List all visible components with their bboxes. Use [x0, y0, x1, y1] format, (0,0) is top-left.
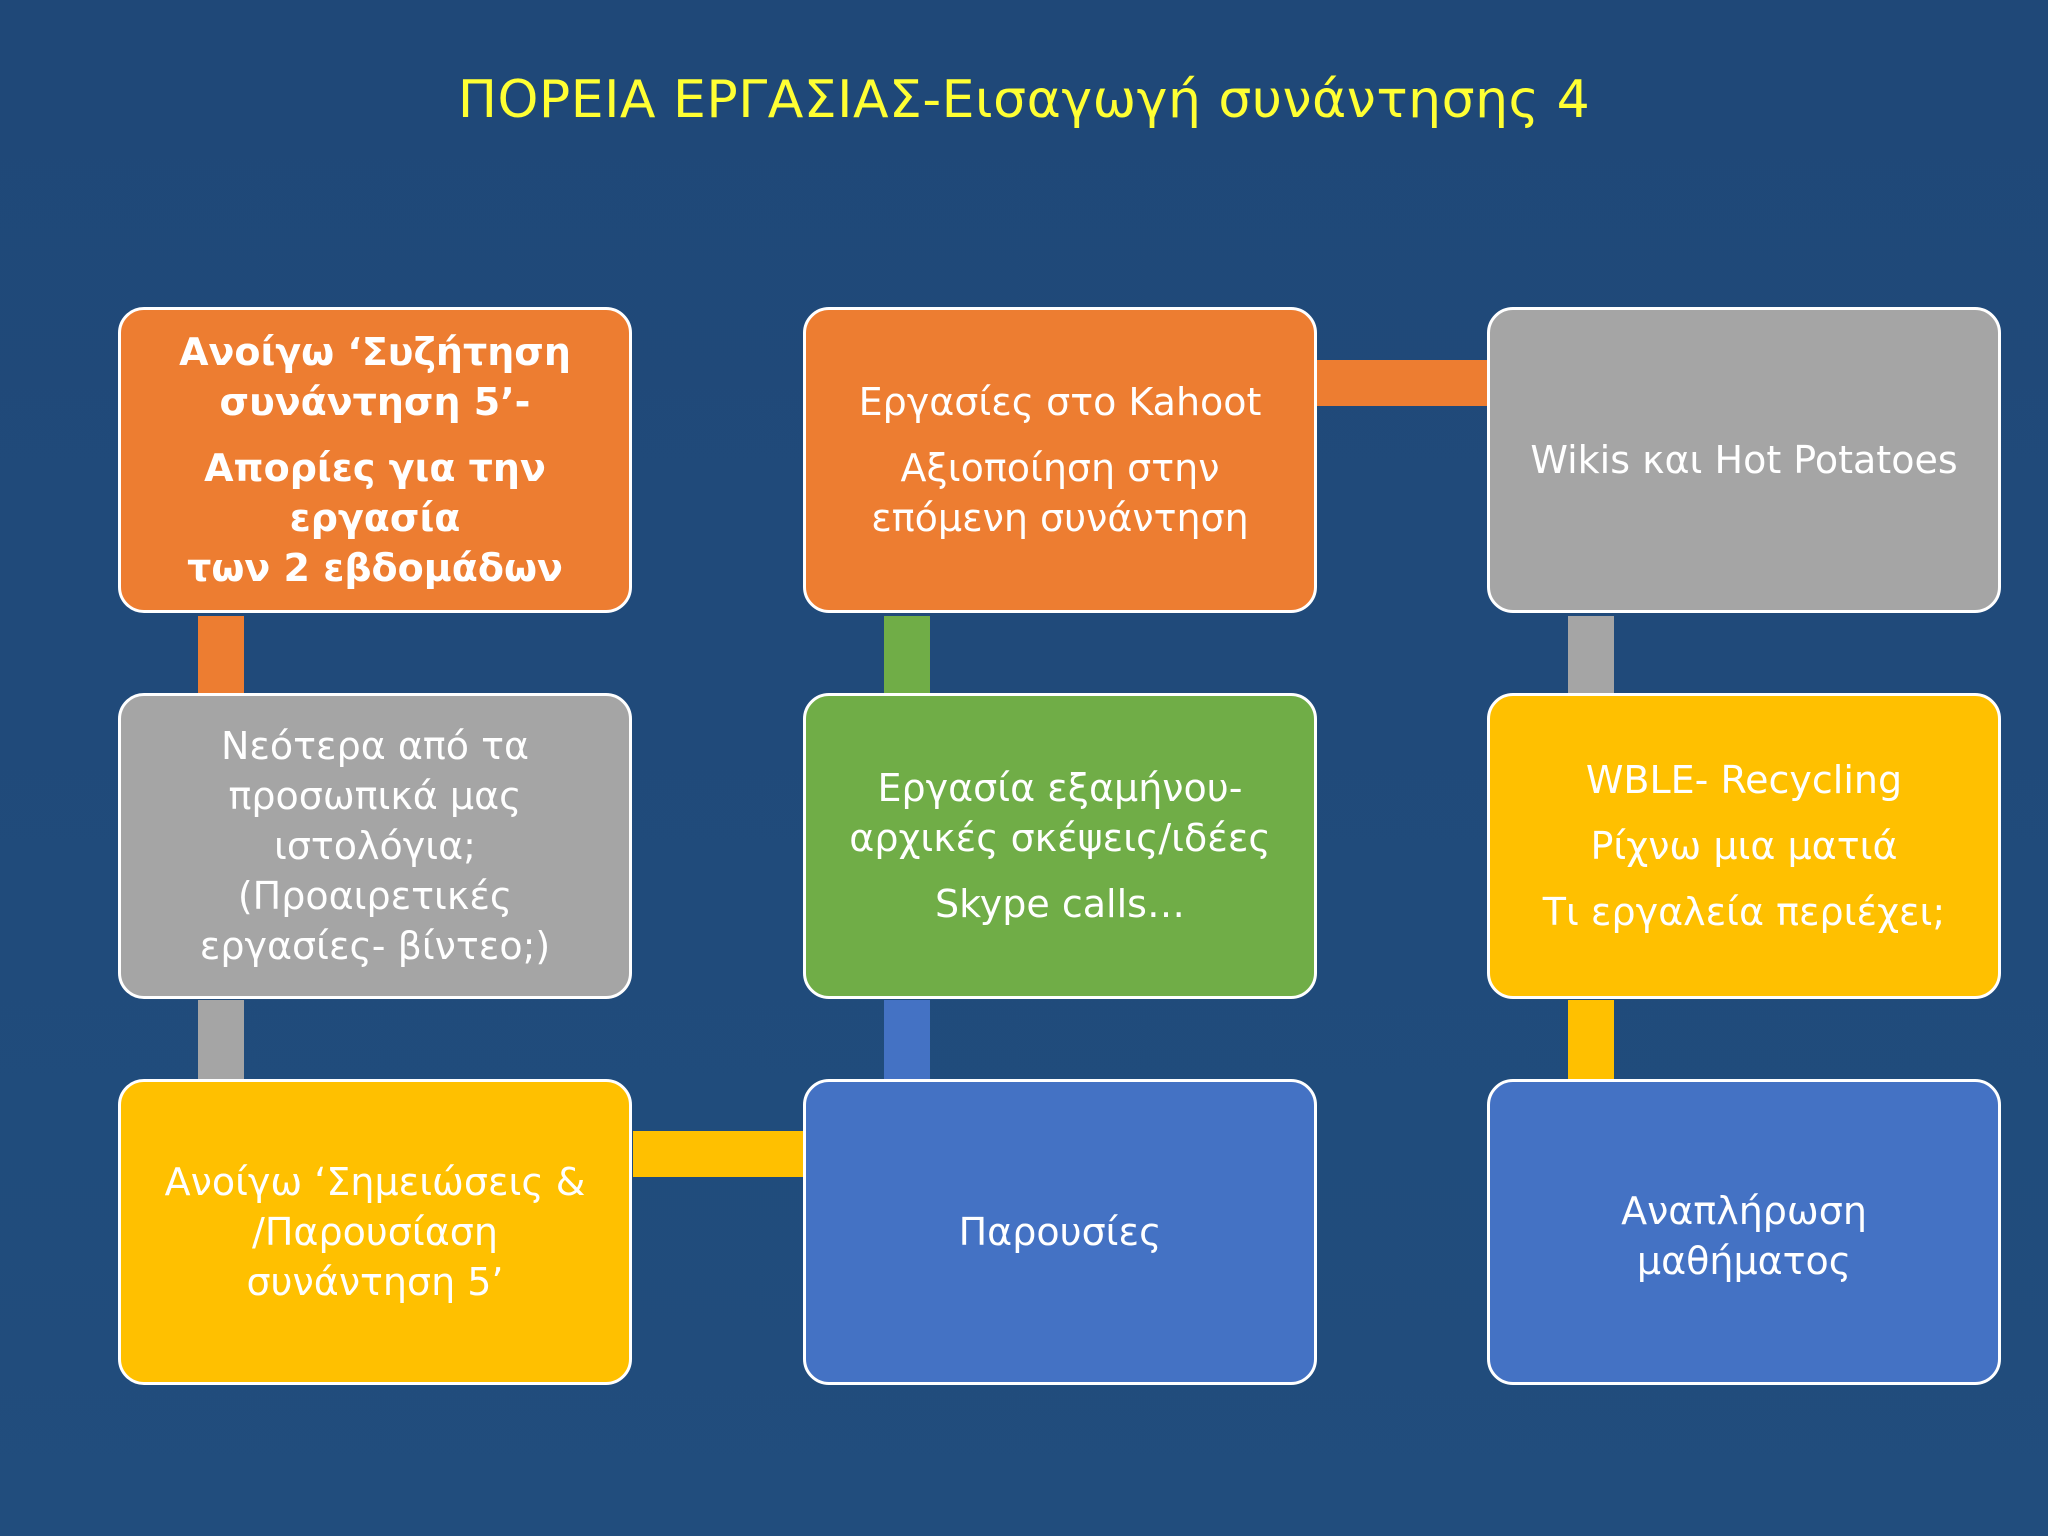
box-open-discussion-line-1: Ανοίγω ‘Συζήτηση συνάντηση 5’-	[179, 330, 571, 424]
box-open-notes	[118, 1079, 632, 1385]
box-makeup-lesson	[1487, 1079, 2001, 1385]
box-kahoot-line-1: Εργασίες στο Kahoot	[858, 380, 1262, 424]
connector-orange-vertical	[198, 616, 244, 694]
box-blogs-news-text: Νεότερα από τα προσωπικά μας ιστολόγια; (Προαιρετικές εργασίες- βίντεο;)	[199, 724, 551, 968]
box-open-notes-text: Ανοίγω ‘Σημειώσεις & /Παρουσίαση συνάντηση 5’	[164, 1160, 586, 1304]
box-attendance	[803, 1079, 1317, 1385]
box-semester-project-line-1: Εργασία εξαμήνου- αρχικές σκέψεις/ιδέες	[849, 766, 1271, 860]
box-kahoot	[803, 307, 1317, 613]
connector-gray-vertical-left	[198, 1000, 244, 1082]
connector-gray-vertical-right	[1568, 616, 1614, 694]
box-makeup-lesson-text: Αναπλήρωση μαθήματος	[1621, 1189, 1867, 1283]
box-wble-line-2: Ρίχνω μια ματιά	[1590, 824, 1898, 868]
box-wikis	[1487, 307, 2001, 613]
box-kahoot-line-2: Αξιοποίηση στην επόμενη συνάντηση	[871, 446, 1249, 540]
box-wble-line-3: Τι εργαλεία περιέχει;	[1542, 890, 1946, 934]
slide-title: ΠΟΡΕΙΑ ΕΡΓΑΣΙΑΣ-Εισαγωγή συνάντησης 4	[457, 70, 1591, 130]
connector-green-vertical	[884, 616, 930, 694]
box-open-discussion	[118, 307, 632, 613]
box-open-discussion-line-2: Απορίες για την εργασία των 2 εβδομάδων	[187, 446, 563, 590]
box-semester-project-line-2: Skype calls…	[935, 882, 1185, 926]
box-semester-project	[803, 693, 1317, 999]
box-wble	[1487, 693, 2001, 999]
connector-gold-vertical	[1568, 1000, 1614, 1082]
connector-orange-horizontal	[1317, 360, 1489, 406]
box-wble-line-1: WBLE- Recycling	[1585, 758, 1903, 802]
box-blogs-news	[118, 693, 632, 999]
box-wikis-text: Wikis και Hot Potatoes	[1530, 438, 1958, 482]
box-attendance-text: Παρουσίες	[958, 1210, 1162, 1254]
connector-gold-horizontal	[633, 1131, 805, 1177]
connector-blue-vertical	[884, 1000, 930, 1082]
